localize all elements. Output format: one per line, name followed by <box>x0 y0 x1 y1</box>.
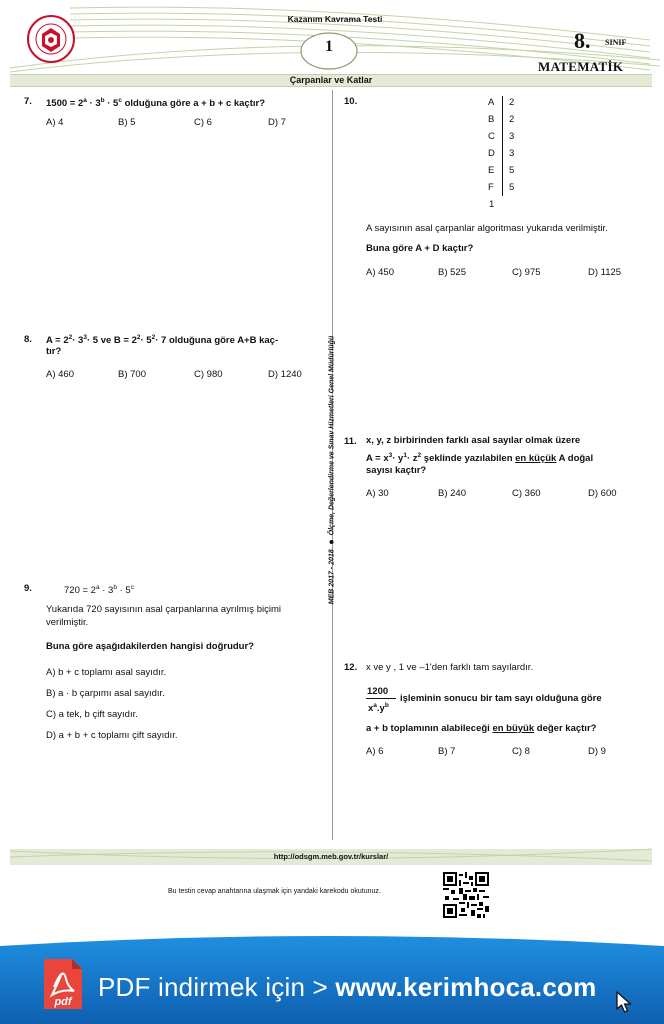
q10-option-d[interactable]: D) 1125 <box>588 267 622 278</box>
q11-option-b[interactable]: B) 240 <box>438 488 466 499</box>
test-number: 1 <box>325 38 333 55</box>
question-11-text: x, y, z birbirinden farklı asal sayılar olmak üzere <box>366 435 581 446</box>
fraction-line <box>366 698 396 699</box>
algorithm-line <box>502 96 503 196</box>
question-8-text: $A = 2^2\cdot 3^3\cdot 5$ ve $B = 2^2\cdot 5^2\cdot 7$ olduğuna göre A+B kaç- <box>46 334 279 347</box>
q9-option-c[interactable]: C) a tek, b çift sayıdır. <box>46 709 138 720</box>
question-11-text-line2: $A = x^3\cdot y^1\cdot z^2$ şeklinde yazılabilen en küçük A doğal <box>366 452 594 465</box>
test-title: Kazanım Kavrama Testi <box>287 14 383 24</box>
question-10-number: 10. <box>344 96 358 107</box>
alg-left-6: F <box>488 182 494 193</box>
meb-logo <box>26 14 76 64</box>
alg-right-5: 5 <box>509 165 515 176</box>
question-11-number: 11. <box>344 436 357 447</box>
dot-icon <box>330 540 334 544</box>
alg-left-3: C <box>488 131 495 142</box>
q10-option-b[interactable]: B) 525 <box>438 267 466 278</box>
vertical-credit-left: MEB 2017 - 2018 <box>328 549 336 605</box>
q7-option-b[interactable]: B) 5 <box>118 117 136 128</box>
question-9-number: 9. <box>24 583 32 594</box>
q12-option-a[interactable]: A) 6 <box>366 746 384 757</box>
pdf-icon <box>42 957 84 1011</box>
q7-option-a[interactable]: A) 4 <box>46 117 64 128</box>
question-12-text-line3: a + b toplamının alabileceği en büyük değer kaçtır? <box>366 723 597 734</box>
banner-site[interactable]: www.kerimhoca.com <box>335 972 597 1002</box>
vertical-credit-right: Ölçme, Değerlendirme ve Sınav Hizmetleri Genel Müdürlüğü <box>328 335 336 536</box>
q11-option-a[interactable]: A) 30 <box>366 488 389 499</box>
alg-left-5: E <box>488 165 495 176</box>
pdf-icon-label: pdf <box>54 996 72 1008</box>
fraction-numerator: 1200 <box>367 686 389 697</box>
question-11-text-line3: sayısı kaçtır? <box>366 465 427 476</box>
vertical-credit <box>329 280 336 660</box>
alg-left-4: D <box>488 148 495 159</box>
footer-url[interactable]: http://odsgm.meb.gov.tr/kurslar/ <box>273 852 389 861</box>
banner-prefix: PDF indirmek için > <box>98 972 336 1002</box>
alg-right-6: 5 <box>509 182 515 193</box>
q9-option-d[interactable]: D) a + b + c toplamı çift sayıdır. <box>46 730 178 741</box>
alg-right-3: 3 <box>509 131 515 142</box>
alg-left-7: 1 <box>489 199 495 210</box>
question-9-prompt: Buna göre aşağıdakilerden hangisi doğrudur? <box>46 641 254 652</box>
q10-option-a[interactable]: A) 450 <box>366 267 394 278</box>
q11-option-d[interactable]: D) 600 <box>588 488 617 499</box>
alg-right-2: 2 <box>509 114 515 125</box>
q8-option-b[interactable]: B) 700 <box>118 369 146 380</box>
question-9-text: Yukarıda 720 sayısının asal çarpanlarına ayrılmış biçimi <box>46 604 281 615</box>
q11-option-c[interactable]: C) 360 <box>512 488 541 499</box>
subject-title: MATEMATİK <box>538 59 624 74</box>
grade-number: 8. <box>574 28 591 53</box>
fraction-denominator: $x^a.y^b$ <box>368 702 389 715</box>
alg-left-2: B <box>488 114 495 125</box>
q9-option-a[interactable]: A) b + c toplamı asal sayıdır. <box>46 667 167 678</box>
question-10-prompt: Buna göre A + D kaçtır? <box>366 243 474 254</box>
q8-option-d[interactable]: D) 1240 <box>268 369 302 380</box>
topic-title: Çarpanlar ve Katlar <box>289 75 373 85</box>
q10-option-c[interactable]: C) 975 <box>512 267 541 278</box>
q12-option-d[interactable]: D) 9 <box>588 746 606 757</box>
qr-note: Bu testin cevap anahtarına ulaşmak için yandaki karekodu okutunuz. <box>168 888 381 895</box>
qr-code[interactable] <box>443 872 489 918</box>
question-12-number: 12. <box>344 662 358 673</box>
cursor-icon <box>614 990 634 1014</box>
alg-left-1: A <box>488 97 495 108</box>
grade-word: SINIF <box>605 38 627 47</box>
question-7-number: 7. <box>24 96 32 107</box>
question-9-equation: $720 = 2^a \cdot 3^b \cdot 5^c$ <box>64 584 134 597</box>
question-8-text-line2: tır? <box>46 346 62 357</box>
q12-option-b[interactable]: B) 7 <box>438 746 456 757</box>
question-7-text: $1500 = 2^a \cdot 3^b \cdot 5^c$ olduğuna göre a + b + c kaçtır? <box>46 97 266 110</box>
q7-option-d[interactable]: D) 7 <box>268 117 286 128</box>
q9-option-b[interactable]: B) a · b çarpımı asal sayıdır. <box>46 688 165 699</box>
banner-text[interactable] <box>98 972 596 1003</box>
question-10-text: A sayısının asal çarpanlar algoritması yukarıda verilmiştir. <box>366 223 608 234</box>
q8-option-a[interactable]: A) 460 <box>46 369 74 380</box>
question-12-text: x ve y , 1 ve –1'den farklı tam sayılardır. <box>366 662 534 673</box>
q7-option-c[interactable]: C) 6 <box>194 117 212 128</box>
q12-option-c[interactable]: C) 8 <box>512 746 530 757</box>
q8-option-c[interactable]: C) 980 <box>194 369 223 380</box>
alg-right-1: 2 <box>509 97 515 108</box>
alg-right-4: 3 <box>509 148 515 159</box>
question-12-text-line2: işleminin sonucu bir tam sayı olduğuna göre <box>400 693 602 704</box>
question-9-text-line2: verilmiştir. <box>46 617 89 628</box>
question-8-number: 8. <box>24 334 32 345</box>
